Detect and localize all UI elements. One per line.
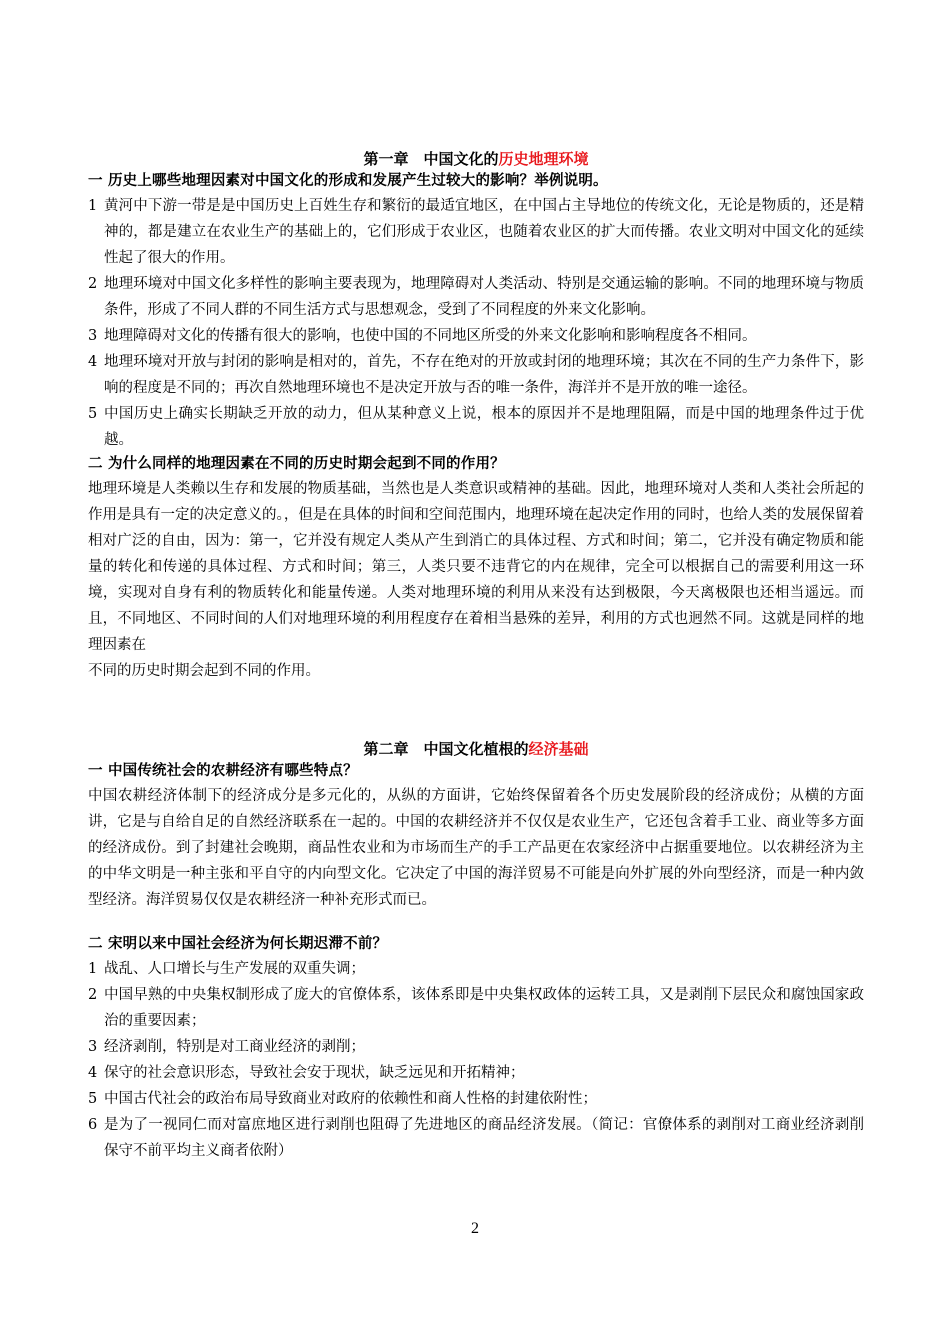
- question-1-1-title: 一 历史上哪些地理因素对中国文化的形成和发展产生过较大的影响？举例说明。: [88, 173, 608, 189]
- question-1-2-title: 二 为什么同样的地理因素在不同的历史时期会起到不同的作用？: [88, 456, 505, 472]
- list-item: 3 经济剥削，特别是对工商业经济的剥削；: [88, 1039, 365, 1055]
- answer-1-2-paragraph-end: 不同的历史时期会起到不同的作用。: [88, 663, 320, 679]
- question-2-1-title: 一 中国传统社会的农耕经济有哪些特点？: [88, 763, 358, 779]
- list-item: 5 中国古代社会的政治布局导致商业对政府的依赖性和商人性格的封建依附性；: [88, 1091, 597, 1107]
- list-item: 2 地理环境对中国文化多样性的影响主要表现为，地理障碍对人类活动、特别是交通运输的影响。不同的地理环境与物质条件，形成了不同人群的不同生活方式与思想观念，受到了不同程度的外来文化影响。: [88, 276, 864, 318]
- list-item: 2 中国早熟的中央集权制形成了庞大的官僚体系，该体系即是中央集权政体的运转工具，又是剥削下层民众和腐蚀国家政治的重要因素；: [88, 987, 864, 1029]
- list-item: 6 是为了一视同仁而对富庶地区进行剥削也阻碍了先进地区的商品经济发展。（简记：官僚体系的剥削对工商业经济剥削保守不前平均主义商者依附）: [88, 1117, 864, 1159]
- list-item: 1 战乱、人口增长与生产发展的双重失调；: [88, 961, 365, 977]
- chapter-2-title-highlight: 经济基础: [528, 740, 589, 758]
- question-1-1-list: [88, 193, 864, 453]
- list-item: 4 地理环境对开放与封闭的影响是相对的，首先，不存在绝对的开放或封闭的地理环境；其次在不同的生产力条件下，影响的程度是不同的；再次自然地理环境也不是决定开放与否的唯一条件，海洋并不是开放的唯一途径。: [88, 354, 864, 396]
- list-item: 4 保守的社会意识形态，导致社会安于现状，缺乏远见和开拓精神；: [88, 1065, 525, 1081]
- answer-2-1-paragraph: 中国农耕经济体制下的经济成分是多元化的，从纵的方面讲，它始终保留着各个历史发展阶段的经济成份；从横的方面讲，它是与自给自足的自然经济联系在一起的。中国的农耕经济并不仅仅是农业生产，它还包含着手工业、商业等多方面的经济成份。到了封建社会晚期，商品性农业和为市场而生产的手工产品更在农家经济中占据重要地位。以农耕经济为主的中华文明是一种主张和平自守的内向型文化。它决定了中国的海洋贸易不可能是向外扩展的外向型经济，而是一种内敛型经济。海洋贸易仅仅是农耕经济一种补充形式而已。: [88, 788, 864, 908]
- chapter-1-title: 第一章 中国文化的历史地理环境: [363, 150, 589, 168]
- list-item: 3 地理障碍对文化的传播有很大的影响，也使中国的不同地区所受的外来文化影响和影响程度各不相同。: [88, 328, 757, 344]
- list-item: 5 中国历史上确实长期缺乏开放的动力，但从某种意义上说，根本的原因并不是地理阻隔，而是中国的地理条件过于优越。: [88, 406, 864, 448]
- question-2-2-title: 二 宋明以来中国社会经济为何长期迟滞不前？: [88, 936, 388, 952]
- chapter-2-title: 第二章 中国文化植根的经济基础: [363, 740, 589, 758]
- page-number: 2: [471, 1220, 479, 1237]
- document-page: [88, 148, 864, 1164]
- list-item: 1 黄河中下游一带是是中国历史上百姓生存和繁衍的最适宜地区，在中国占主导地位的传统文化，无论是物质的，还是精神的，都是建立在农业生产的基础上的，它们形成于农业区，也随着农业区的扩大而传播。农业文明对中国文化的延续性起了很大的作用。: [88, 198, 864, 266]
- chapter-1-title-highlight: 历史地理环境: [498, 150, 589, 168]
- question-2-2-list: [88, 956, 864, 1164]
- answer-1-2-paragraph: 地理环境是人类赖以生存和发展的物质基础，当然也是人类意识或精神的基础。因此，地理环境对人类和人类社会所起的作用是具有一定的决定意义的。，但是在具体的时间和空间范围内，地理环境在起决定作用的同时，也给人类的发展保留着相对广泛的自由，因为：第一，它并没有规定人类从产生到消亡的具体过程、方式和时间；第二，它并没有确定物质和能量的转化和传递的具体过程、方式和时间；第三，人类只要不违背它的内在规律，完全可以根据自己的需要利用这一环境，实现对自身有利的物质转化和能量传递。人类对地理环境的利用从来没有达到极限，今天离极限也还相当遥远。而且，不同地区、不同时间的人们对地理环境的利用程度存在着相当悬殊的差异，利用的方式也迥然不同。这就是同样的地理因素在: [88, 481, 864, 653]
